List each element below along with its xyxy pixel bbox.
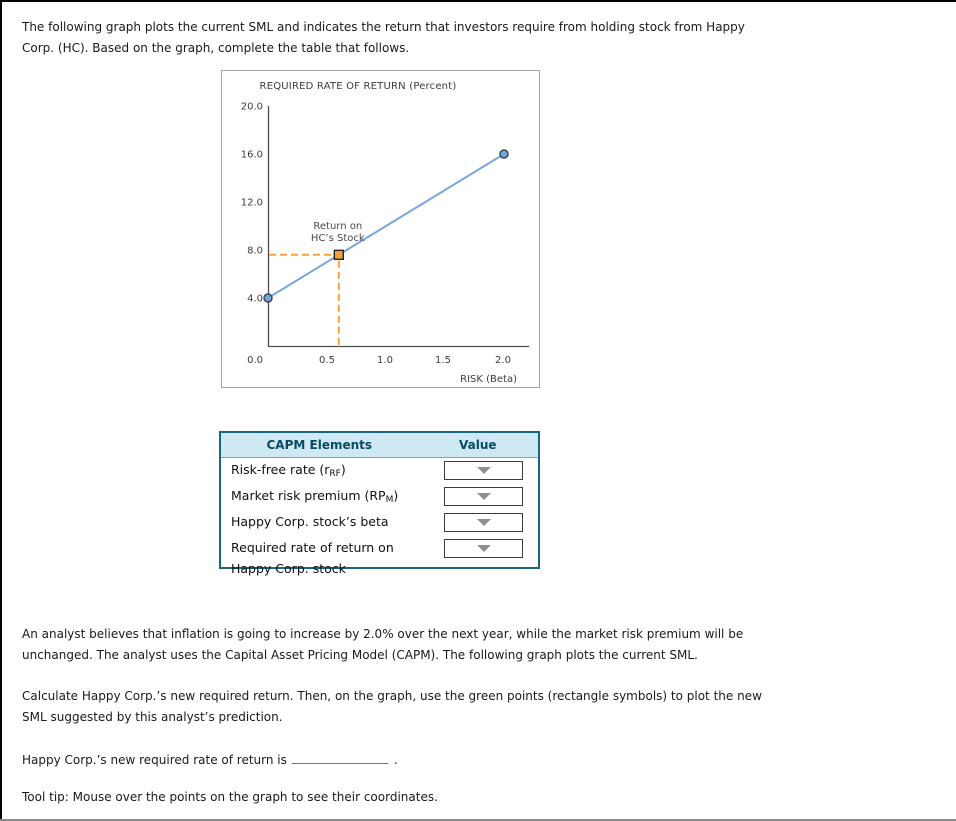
risk-free-rate-dropdown[interactable] bbox=[444, 461, 523, 480]
capm-table-header bbox=[221, 433, 538, 458]
y-tick-8: 8.0 bbox=[247, 245, 263, 257]
y-tick-12: 12.0 bbox=[240, 197, 263, 209]
chart-title: REQUIRED RATE OF RETURN (Percent) bbox=[259, 81, 457, 92]
page-left-border bbox=[0, 0, 2, 821]
capm-table-body bbox=[221, 458, 538, 584]
row-label: Happy Corp. stock’s beta bbox=[231, 514, 389, 529]
y-tick-20: 20.0 bbox=[240, 101, 263, 113]
sml-chart bbox=[222, 71, 539, 387]
sml-graph-panel bbox=[221, 70, 540, 388]
tooltip-note: Tool tip: Mouse over the points on the graph to see their coordinates. bbox=[22, 790, 438, 804]
sml-line bbox=[268, 154, 504, 298]
answer-blank bbox=[292, 749, 388, 764]
origin-tick-0: 0.0 bbox=[247, 355, 263, 366]
chevron-down-icon bbox=[477, 545, 491, 552]
x-tick-15: 1.5 bbox=[435, 355, 451, 366]
answer-line bbox=[22, 749, 398, 771]
y-tick-16: 16.0 bbox=[240, 149, 263, 161]
calculate-paragraph: Calculate Happy Corp.’s new required return. Then, on the graph, use the green points (rectangle symbols) to plot the new SML suggested by this analyst’s prediction. bbox=[22, 689, 762, 724]
capm-table bbox=[219, 431, 540, 576]
chevron-down-icon bbox=[477, 519, 491, 526]
y-tick-4: 4.0 bbox=[247, 293, 263, 305]
answer-suffix: . bbox=[393, 753, 398, 767]
required-return-dropdown[interactable] bbox=[444, 539, 523, 558]
chevron-down-icon bbox=[477, 467, 491, 474]
intro-paragraph: The following graph plots the current SML and indicates the return that investors require from holding stock from Happy Corp. (HC). Based on the graph, complete the table that follows. bbox=[22, 20, 745, 55]
table-row-market-risk-premium bbox=[221, 485, 538, 511]
value-header: Value bbox=[458, 438, 497, 452]
analyst-paragraph: An analyst believes that inflation is going to increase by 2.0% over the next year, while the market risk premium will be unchanged. The analyst uses the Capital Asset Pricing Model (CAPM). The following graph plots the current SML. bbox=[22, 627, 744, 662]
answer-prefix: Happy Corp.’s new required rate of return is bbox=[22, 753, 287, 767]
hc-stock-point[interactable] bbox=[334, 250, 343, 259]
table-row-required-return bbox=[221, 537, 538, 584]
table-row-risk-free-rate bbox=[221, 459, 538, 485]
capm-elements-header: CAPM Elements bbox=[266, 438, 373, 452]
sml-point-risk-free[interactable] bbox=[264, 294, 272, 302]
hc-annotation-line2: HC’s Stock bbox=[310, 232, 365, 244]
x-tick-10: 1.0 bbox=[377, 355, 393, 366]
sml-point-beta-2[interactable] bbox=[500, 150, 508, 158]
x-tick-20: 2.0 bbox=[495, 355, 511, 366]
row-label: Market risk premium $(RP_M)$ bbox=[231, 488, 399, 505]
chevron-down-icon bbox=[477, 493, 491, 500]
hc-annotation-line1: Return on bbox=[313, 220, 363, 232]
page-top-border bbox=[0, 0, 956, 2]
x-tick-05: 0.5 bbox=[319, 355, 335, 366]
row-label: Required rate of return on Happy Corp. stock bbox=[231, 540, 394, 576]
x-axis-label: RISK (Beta) bbox=[460, 374, 517, 385]
table-row-stock-beta bbox=[221, 511, 538, 537]
stock-beta-dropdown[interactable] bbox=[444, 513, 523, 532]
row-label: Risk-free rate $(r_{RF})$ bbox=[231, 462, 346, 479]
market-risk-premium-dropdown[interactable] bbox=[444, 487, 523, 506]
